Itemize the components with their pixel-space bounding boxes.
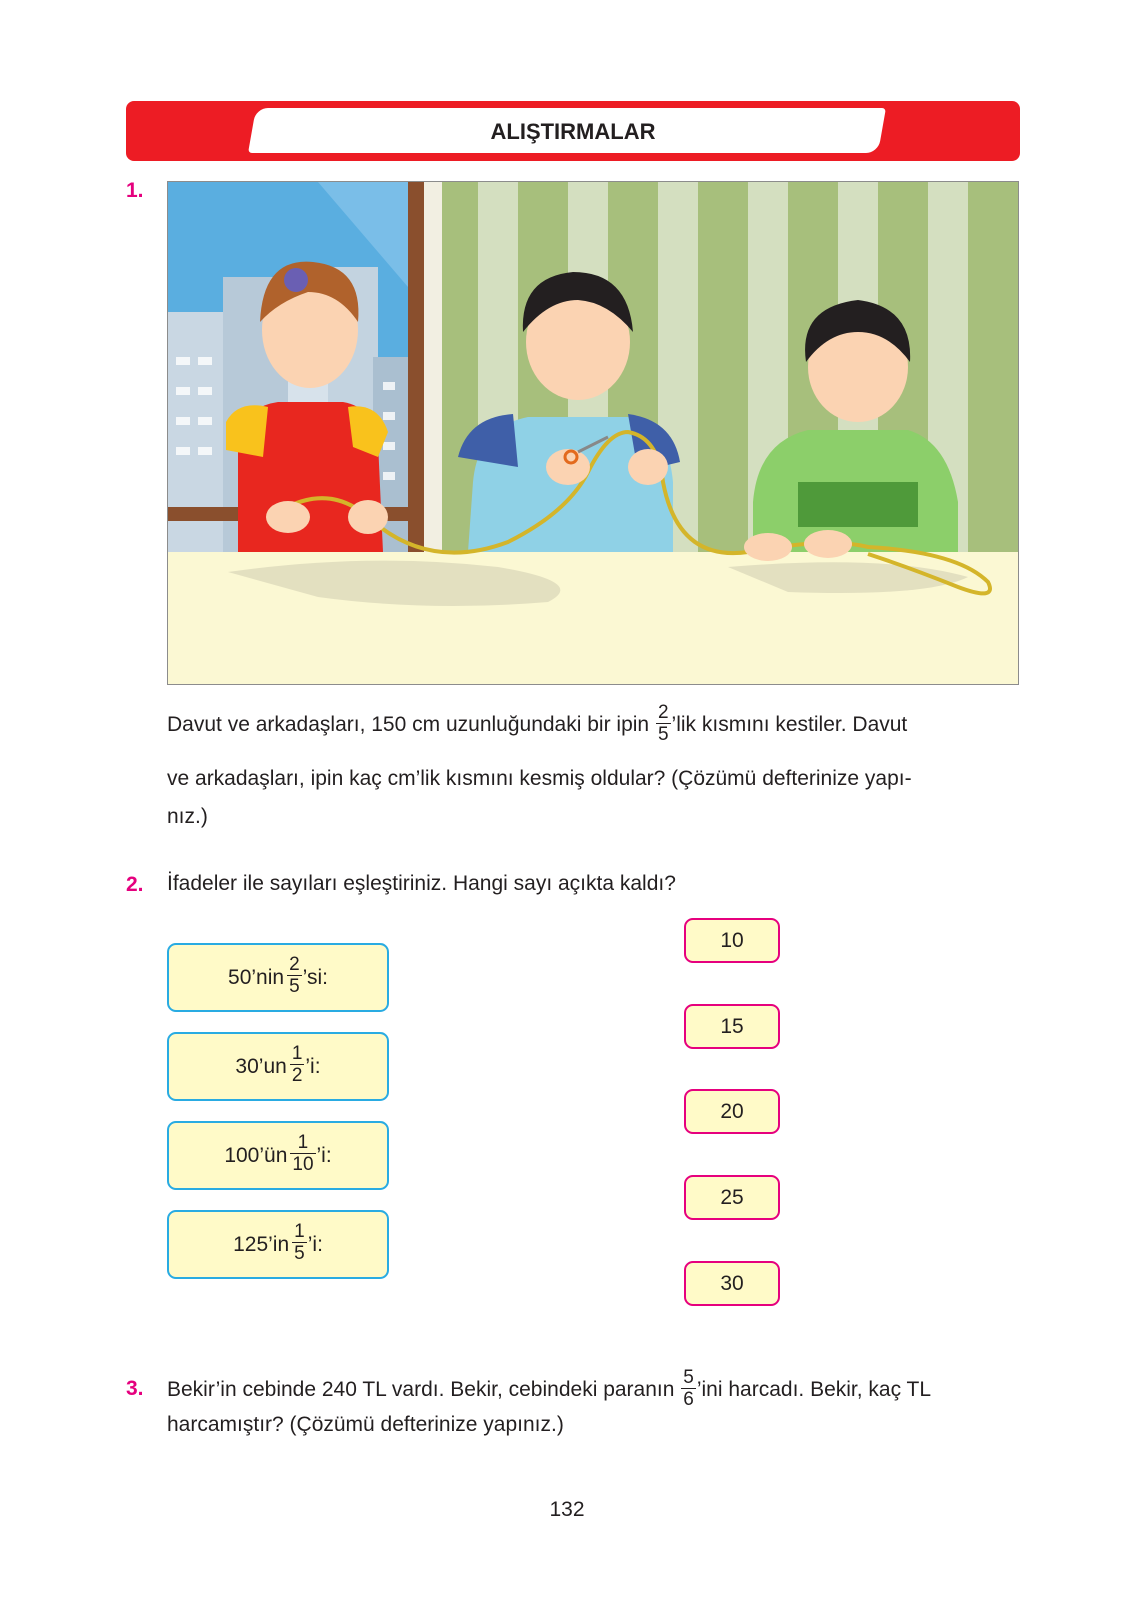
expression-box[interactable] (167, 1121, 389, 1190)
fraction-numerator: 5 (683, 1367, 694, 1388)
question-1-line-2: ve arkadaşları, ipin kaç cm’lik kısmını kesmiş oldular? (Çözümü defterinize yapı- (167, 767, 912, 790)
number-box[interactable]: 20 (684, 1089, 780, 1134)
expression-value: 100’ün (224, 1143, 288, 1167)
question-3-text-end: ’ini harcadı. Bekir, kaç TL (696, 1378, 932, 1402)
number-box[interactable]: 30 (684, 1261, 780, 1306)
question-1-text-end: ’lik kısmını kestiler. Davut (671, 713, 908, 737)
expression-value: 50’nin (228, 965, 285, 989)
expression-suffix: ’i: (307, 1232, 323, 1256)
number-box[interactable]: 15 (684, 1004, 780, 1049)
expression-suffix: ’i: (316, 1143, 332, 1167)
number-box[interactable]: 25 (684, 1175, 780, 1220)
question-3-line-2: harcamıştır? (Çözümü defterinize yapınız.) (167, 1413, 564, 1436)
illustration-svg (168, 182, 1019, 685)
fraction-numerator: 1 (291, 1043, 303, 1064)
page-number: 132 (549, 1498, 585, 1521)
expression-value: 30’un (235, 1054, 287, 1078)
illustration-children-cutting-rope (167, 181, 1019, 685)
expression-suffix: ’si: (302, 965, 328, 989)
fraction-denominator: 5 (294, 1243, 305, 1264)
expression-value: 125’in (233, 1232, 290, 1256)
question-2-number: 2. (126, 873, 144, 896)
fraction-denominator: 5 (289, 976, 300, 997)
fraction-numerator: 2 (657, 702, 669, 723)
expression-fraction (287, 954, 302, 997)
fraction-numerator: 1 (290, 1132, 315, 1154)
question-1-line-3: nız.) (167, 805, 208, 828)
question-1-line-1 (167, 704, 907, 747)
fraction-denominator: 2 (291, 1065, 303, 1086)
fraction-denominator: 5 (657, 724, 669, 745)
expression-box[interactable] (167, 1032, 389, 1101)
question-3-fraction (681, 1367, 696, 1410)
question-2-prompt: İfadeler ile sayıları eşleştiriniz. Hangi sayı açıkta kaldı? (167, 872, 676, 895)
question-1-fraction (656, 702, 671, 745)
fraction-numerator: 2 (289, 954, 300, 975)
page-title: ALIŞTIRMALAR (490, 119, 656, 144)
expression-fraction (290, 1132, 315, 1175)
fraction-denominator: 10 (292, 1154, 314, 1175)
expression-fraction (290, 1043, 305, 1086)
header-banner (126, 101, 1020, 161)
number-box[interactable]: 10 (684, 918, 780, 963)
expression-box[interactable] (167, 1210, 389, 1279)
question-3-text-start: Bekir’in cebinde 240 TL vardı. Bekir, cebindeki paranın (167, 1378, 675, 1402)
expression-fraction (292, 1221, 307, 1264)
question-1-text-start: Davut ve arkadaşları, 150 cm uzunluğundaki bir ipin (167, 713, 650, 737)
expression-box[interactable] (167, 943, 389, 1012)
question-1-number: 1. (126, 179, 144, 202)
fraction-denominator: 6 (683, 1389, 694, 1410)
expression-suffix: ’i: (305, 1054, 321, 1078)
fraction-numerator: 1 (294, 1221, 305, 1242)
question-3-number: 3. (126, 1377, 144, 1400)
